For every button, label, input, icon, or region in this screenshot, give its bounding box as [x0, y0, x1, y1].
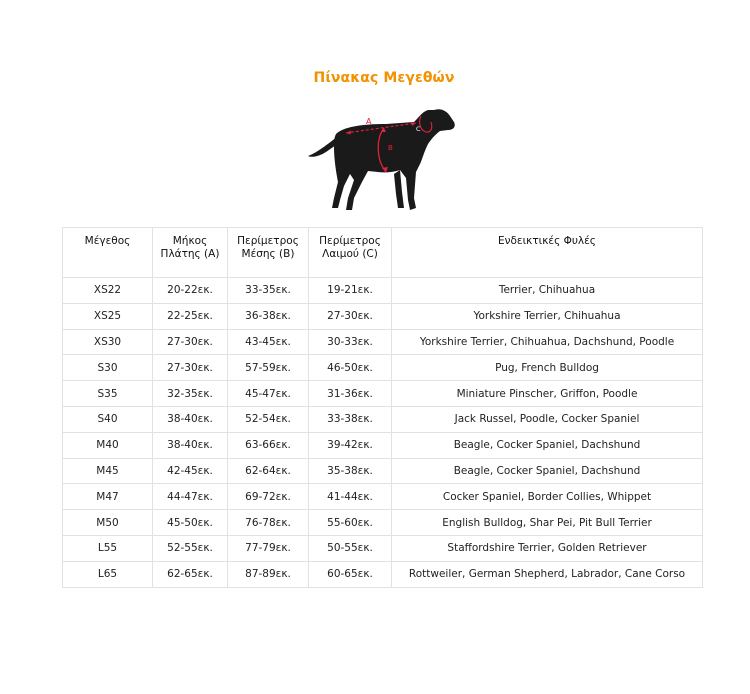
size-table: [62, 227, 703, 588]
cell-size: S35: [63, 381, 153, 407]
dog-measurement-icon: [304, 102, 458, 216]
header-waist: Περίμετρος Μέσης (B): [228, 228, 309, 278]
cell-back-length: 22-25εκ.: [153, 303, 228, 329]
cell-size: L65: [63, 561, 153, 587]
cell-back-length: 38-40εκ.: [153, 406, 228, 432]
table-row: [63, 458, 703, 484]
table-row: [63, 355, 703, 381]
cell-size: XS30: [63, 329, 153, 355]
cell-back-length: 44-47εκ.: [153, 484, 228, 510]
label-c: C: [416, 125, 421, 133]
cell-neck: 19-21εκ.: [309, 278, 392, 304]
table-row: [63, 329, 703, 355]
cell-breeds: English Bulldog, Shar Pei, Pit Bull Terrier: [392, 510, 703, 536]
cell-neck: 60-65εκ.: [309, 561, 392, 587]
header-neck: Περίμετρος Λαιμού (C): [309, 228, 392, 278]
cell-waist: 45-47εκ.: [228, 381, 309, 407]
cell-waist: 43-45εκ.: [228, 329, 309, 355]
cell-waist: 57-59εκ.: [228, 355, 309, 381]
cell-waist: 52-54εκ.: [228, 406, 309, 432]
cell-back-length: 27-30εκ.: [153, 329, 228, 355]
cell-waist: 63-66εκ.: [228, 432, 309, 458]
cell-waist: 36-38εκ.: [228, 303, 309, 329]
cell-back-length: 45-50εκ.: [153, 510, 228, 536]
table-row: [63, 303, 703, 329]
table-row: [63, 381, 703, 407]
cell-size: M45: [63, 458, 153, 484]
cell-neck: 46-50εκ.: [309, 355, 392, 381]
cell-breeds: Rottweiler, German Shepherd, Labrador, Cane Corso: [392, 561, 703, 587]
cell-waist: 77-79εκ.: [228, 535, 309, 561]
table-header-row: [63, 228, 703, 278]
table-row: [63, 535, 703, 561]
cell-back-length: 38-40εκ.: [153, 432, 228, 458]
label-a: A: [366, 117, 372, 126]
table-row: [63, 432, 703, 458]
cell-breeds: Yorkshire Terrier, Chihuahua: [392, 303, 703, 329]
cell-waist: 33-35εκ.: [228, 278, 309, 304]
cell-neck: 55-60εκ.: [309, 510, 392, 536]
cell-breeds: Miniature Pinscher, Griffon, Poodle: [392, 381, 703, 407]
cell-breeds: Terrier, Chihuahua: [392, 278, 703, 304]
cell-size: S30: [63, 355, 153, 381]
label-b: B: [388, 144, 393, 152]
cell-breeds: Beagle, Cocker Spaniel, Dachshund: [392, 432, 703, 458]
cell-breeds: Jack Russel, Poodle, Cocker Spaniel: [392, 406, 703, 432]
cell-neck: 39-42εκ.: [309, 432, 392, 458]
cell-breeds: Beagle, Cocker Spaniel, Dachshund: [392, 458, 703, 484]
table-row: [63, 406, 703, 432]
cell-waist: 69-72εκ.: [228, 484, 309, 510]
cell-breeds: Cocker Spaniel, Border Collies, Whippet: [392, 484, 703, 510]
cell-back-length: 20-22εκ.: [153, 278, 228, 304]
cell-breeds: Staffordshire Terrier, Golden Retriever: [392, 535, 703, 561]
cell-size: XS25: [63, 303, 153, 329]
header-size: Μέγεθος: [63, 228, 153, 278]
cell-neck: 27-30εκ.: [309, 303, 392, 329]
table-row: [63, 561, 703, 587]
cell-waist: 87-89εκ.: [228, 561, 309, 587]
cell-size: S40: [63, 406, 153, 432]
cell-back-length: 27-30εκ.: [153, 355, 228, 381]
cell-back-length: 32-35εκ.: [153, 381, 228, 407]
cell-neck: 30-33εκ.: [309, 329, 392, 355]
table-row: [63, 510, 703, 536]
header-breeds: Ενδεικτικές Φυλές: [392, 228, 703, 278]
cell-neck: 33-38εκ.: [309, 406, 392, 432]
cell-breeds: Pug, French Bulldog: [392, 355, 703, 381]
page-title: Πίνακας Μεγεθών: [313, 70, 455, 86]
cell-back-length: 52-55εκ.: [153, 535, 228, 561]
cell-back-length: 42-45εκ.: [153, 458, 228, 484]
cell-neck: 35-38εκ.: [309, 458, 392, 484]
header-back-length: Μήκος Πλάτης (A): [153, 228, 228, 278]
cell-neck: 31-36εκ.: [309, 381, 392, 407]
table-row: [63, 278, 703, 304]
cell-size: L55: [63, 535, 153, 561]
cell-size: M50: [63, 510, 153, 536]
cell-waist: 76-78εκ.: [228, 510, 309, 536]
cell-breeds: Yorkshire Terrier, Chihuahua, Dachshund, Poodle: [392, 329, 703, 355]
cell-waist: 62-64εκ.: [228, 458, 309, 484]
cell-size: XS22: [63, 278, 153, 304]
cell-back-length: 62-65εκ.: [153, 561, 228, 587]
table-row: [63, 484, 703, 510]
cell-neck: 41-44εκ.: [309, 484, 392, 510]
cell-size: M40: [63, 432, 153, 458]
cell-size: M47: [63, 484, 153, 510]
cell-neck: 50-55εκ.: [309, 535, 392, 561]
